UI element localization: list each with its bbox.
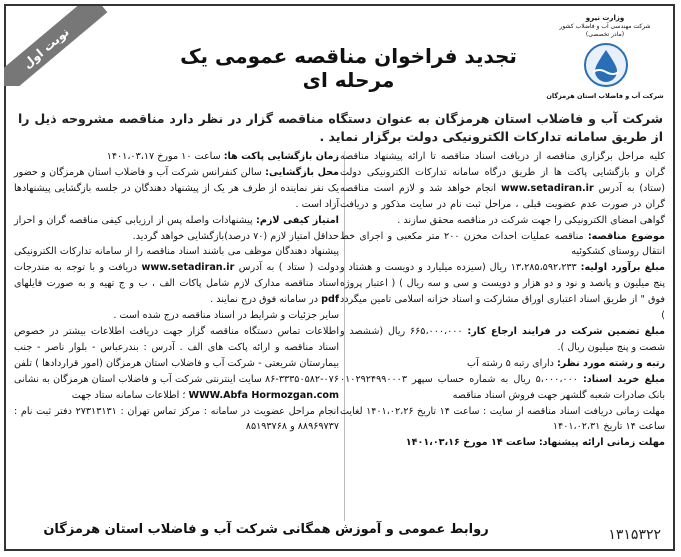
notice-header [6, 6, 673, 111]
guarantee-label: مبلغ تضمین شرکت در فرایند ارجاع کار: [467, 325, 665, 337]
footer-number: ۱۳۱۵۳۲۲ [608, 527, 661, 543]
place-value: سالن کنفرانس شرکت آب و فاضلاب استان هرمزگان و حضور یک نفر نماینده از طرف هر یک از پیشنهاد دهندگان در جلسه بازگشایی پیشنهادها آزاد است . [14, 166, 339, 210]
left-p6-end: ؛ اطلاعات سامانه ستاد جهت [71, 389, 186, 401]
doc-time: مهلت زمانی دریافت اسناد مناقصه از سایت : ساعت ۱۴ تاریخ ۱۴۰۱،۰۲،۲۶ لغایت ساعت ۱۴ تاریخ ۱۴۰۱،۰۲،۳۱ [340, 405, 665, 433]
left-column [14, 149, 339, 435]
place-label: محل بازگشایی: [265, 166, 339, 178]
estimate-label: مبلغ برآورد اولیه: [580, 262, 665, 274]
deadline-value: ساعت ۱۴ مورخ ۱۴۰۱،۰۳،۱۶ [405, 437, 536, 449]
logo-company-sub2: (مادر تخصصی) [585, 31, 625, 38]
ribbon [4, 6, 114, 86]
ribbon-label: نوبت اول [4, 6, 107, 86]
subject-value: مناقصه عملیات احداث مخزن ۲۰۰ متر مکعبی و اجرای خط انتقال روستای کشکوئیه [340, 230, 665, 258]
notice-title: تجدید فراخوان مناقصه عمومی یک مرحله ای [180, 44, 517, 92]
fee-label: مبلغ خرید اسناد: [582, 373, 665, 385]
left-p6: اطلاعات تماس دستگاه مناقصه گزار جهت دریافت اطلاعات بیشتر در خصوص اسناد مناقصه و ارائه پاکت های الف . آدرس : بندرعباس - بلوار ناصر - جنب بیمارستان شریعتی - شرکت آب و فاضلاب استان هرمزگان (امور قراردادها ) تلفن ۰۷۶-۳۳۳۵۰۵۸۲-۸۶ سایت اینترنتی شرکت آب و فاضلاب استان هرمزگان به نشانی [14, 325, 339, 385]
tender-notice [4, 4, 675, 551]
water-drop-icon [583, 42, 629, 88]
logo-company: شرکت آب و فاضلاب استان هرمزگان [546, 92, 664, 100]
right-column [340, 149, 665, 451]
company-logo [545, 12, 665, 107]
setad-url[interactable]: www.setadiran.ir [500, 182, 594, 194]
logo-ministry: وزارت نیرو [585, 14, 625, 22]
right-p1: کلیه مراحل برگزاری مناقصه از دریافت اسناد مناقصه تا ارائه پیشنهاد مناقصه گران و بازگشایی پاکت ها از طریق درگاه سامانه تدارکات الکترونیکی دولت (ستاد) به آدرس [340, 151, 665, 194]
left-p4-end: در سامانه فوق درج نمایند . [210, 294, 319, 306]
abfa-url[interactable]: WWW.Abfa Hormozgan.com [188, 389, 339, 401]
guarantee-value: ۶۶۵،۰۰۰،۰۰۰ ریال (ششصد و شصت و پنج میلیون ریال ). [340, 325, 665, 353]
right-p1-rest: انجام خواهد شد و لازم است مناقصه گران در صورت عدم عضویت قبلی ، مراحل ثبت نام در سایت مذکور و دریافت گواهی امضای الکترونیکی را جهت شرکت در مناقصه محقق سازند . [340, 182, 665, 226]
notice-footer [6, 519, 673, 549]
pdf-label: pdf [321, 294, 339, 306]
setad-url-2[interactable]: www.setadiran.ir [141, 262, 235, 274]
fee-value: ۵،۰۰۰،۰۰۰ ریال به شماره حساب سپهر ۰۱۰۲۹۲۴۹۹۰۰۰۳ بانک صادرات شعبه گلشهر جهت فروش اسناد مناقصه [340, 373, 665, 401]
footer-publisher: روابط عمومی و آموزش همگانی شرکت آب و فاضلاب استان هرمزگان [43, 522, 489, 537]
opening-value: ساعت ۱۰ مورخ ۱۴۰۱،۰۳،۱۷ [106, 151, 221, 162]
score-label: امتیاز کیفی لازم: [256, 214, 339, 226]
score-value: پیشنهادات واصله پس از ارزیابی کیفی مناقصه گران و احراز حداقل امتیاز لازم (۷۰ درصد)بازگشایی خواهد گردید. [14, 214, 339, 242]
logo-company-sub: شرکت مهندسی آب و فاضلاب کشور [559, 23, 651, 30]
intro-paragraph: شرکت آب و فاضلاب استان هرمزگان به عنوان دستگاه مناقصه گزار در نظر دارد مناقصه مشروحه ذیل را از طریق سامانه تدارکات الکترونیکی دولت برگزار نماید . [18, 111, 663, 144]
left-p7: انجام مراحل عضویت در سامانه : مرکز تماس تهران : ۲۷۳۱۳۱۳۱ دفتر ثبت نام : ۸۸۹۶۹۷۳۷ و ۸۵۱۹۳۷۶۸ [14, 405, 339, 433]
grade-label: رتبه و رشته مورد نظر: [556, 357, 665, 369]
left-p5: سایر جزئیات و شرایط در اسناد مناقصه درج شده است . [113, 310, 339, 322]
subject-label: موضوع مناقصه: [587, 230, 665, 242]
grade-value: دارای رتبه ۵ رشته آب [467, 357, 554, 369]
opening-label: زمان بازگشایی پاکت ها: [223, 151, 339, 162]
deadline-label: مهلت زمانی ارائه پیشنهاد: [538, 437, 665, 449]
left-p4: پیشنهاد دهندگان موظف می باشند اسناد مناقصه را از سامانه تدارکات الکترونیکی دولت ( ستاد ) به آدرس [14, 246, 339, 274]
estimate-value: ۱۳،۲۸۵،۵۹۲،۲۳۳ ریال (سیزده میلیارد و دویست و هشتاد و پنج میلیون و پانصد و نود و دو هزار و دویست و سی و سه ریال ) ( اعتبار پروژه فوق " از طریق اسناد اعتباری اوراق مشارکت و اسناد خزانه اسلامی تامین میگردد ) [340, 262, 665, 322]
left-p4-rest: دریافت و با توجه به مندرجات اسناد مناقصه مدارک لازم شامل پاکات الف ، ب و ج تهیه و به صورت فایلهای [14, 262, 339, 290]
